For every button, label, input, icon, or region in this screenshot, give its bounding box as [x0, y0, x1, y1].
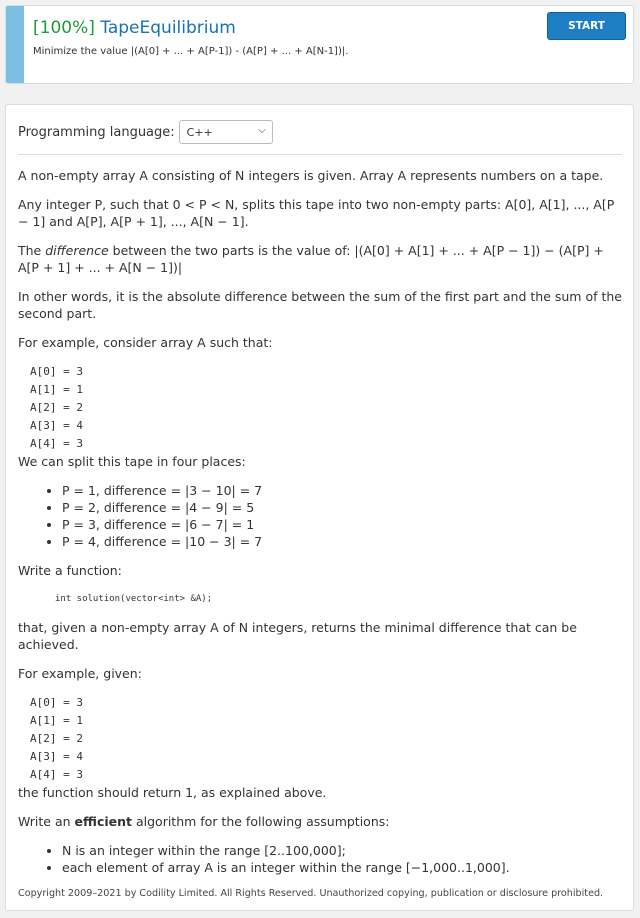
desc-paragraph-6: We can split this tape in four places:: [18, 454, 246, 469]
divider: [18, 154, 622, 155]
chevron-down-icon: ⌵: [258, 125, 266, 136]
list-item: • P = 2, difference = |4 − 9| = 5: [62, 499, 622, 516]
desc-paragraph-11: [18, 813, 622, 830]
list-item: • P = 3, difference = |6 − 7| = 1: [62, 516, 622, 533]
assumptions-list: [18, 842, 622, 876]
desc-p11-post: algorithm for the following assumptions:: [132, 814, 390, 829]
desc-paragraph-2: Any integer P, such that 0 < P < N, splits this tape into two non-empty parts: A[0], A[1], ..., A[P − 1] and A[P], A[P + 1], ..., A[N − 1].: [18, 197, 615, 229]
desc-p3-pre: The: [18, 243, 46, 258]
task-description: [18, 167, 622, 899]
desc-paragraph-1: A non-empty array A consisting of N integers is given. Array A represents numbers on a tape.: [18, 168, 604, 183]
desc-p11-pre: Write an: [18, 814, 75, 829]
example-array-2: A[0] = 3 A[1] = 1 A[2] = 2 A[3] = 4 A[4] = 3: [30, 696, 83, 781]
example-array-1: A[0] = 3 A[1] = 1 A[2] = 2 A[3] = 4 A[4] = 3: [30, 365, 83, 450]
list-item: • P = 1, difference = |3 − 10| = 7: [62, 482, 622, 499]
language-select[interactable]: [179, 120, 273, 144]
start-button[interactable]: START: [547, 12, 626, 40]
task-summary: Minimize the value |(A[0] + ... + A[P-1]) - (A[P] + ... + A[N-1])|.: [33, 46, 349, 57]
desc-paragraph-8: that, given a non-empty array A of N integers, returns the minimal difference that can be achieved.: [18, 620, 577, 652]
function-signature: int solution(vector<int> &A);: [55, 594, 213, 604]
splits-list: [18, 482, 622, 550]
list-item: • each element of array A is an integer within the range [−1,000..1,000].: [62, 859, 622, 876]
desc-paragraph-4: In other words, it is the absolute difference between the sum of the first part and the sum of the second part.: [18, 289, 622, 321]
desc-paragraph-9: For example, given:: [18, 666, 142, 681]
language-row: [18, 120, 273, 144]
task-score: [100%]: [33, 18, 95, 38]
task-header-card: [5, 5, 634, 84]
copyright-notice: Copyright 2009–2021 by Codility Limited. All Rights Reserved. Unauthorized copying, publication or disclosure prohibited.: [18, 888, 604, 899]
desc-paragraph-5: For example, consider array A such that:: [18, 335, 273, 350]
list-item: • N is an integer within the range [2..100,000];: [62, 842, 622, 859]
task-name: TapeEquilibrium: [100, 18, 236, 38]
desc-p3-post: between the two parts is the value of: |(A[0] + A[1] + ... + A[P − 1]) − (A[P] + A[P + 1] + ... + A[N − 1])|: [18, 243, 604, 275]
desc-paragraph-3: [18, 242, 622, 276]
desc-p3-emphasis: difference: [45, 243, 109, 258]
header-accent-bar: [6, 6, 24, 83]
desc-paragraph-7: Write a function:: [18, 563, 122, 578]
list-item: • P = 4, difference = |10 − 3| = 7: [62, 533, 622, 550]
task-title: [33, 18, 236, 38]
desc-p11-strong: efficient: [74, 814, 132, 829]
language-selected-value: C++: [186, 125, 213, 139]
desc-paragraph-10: the function should return 1, as explained above.: [18, 785, 327, 800]
language-label: Programming language:: [18, 124, 175, 140]
task-description-card: [5, 104, 634, 911]
